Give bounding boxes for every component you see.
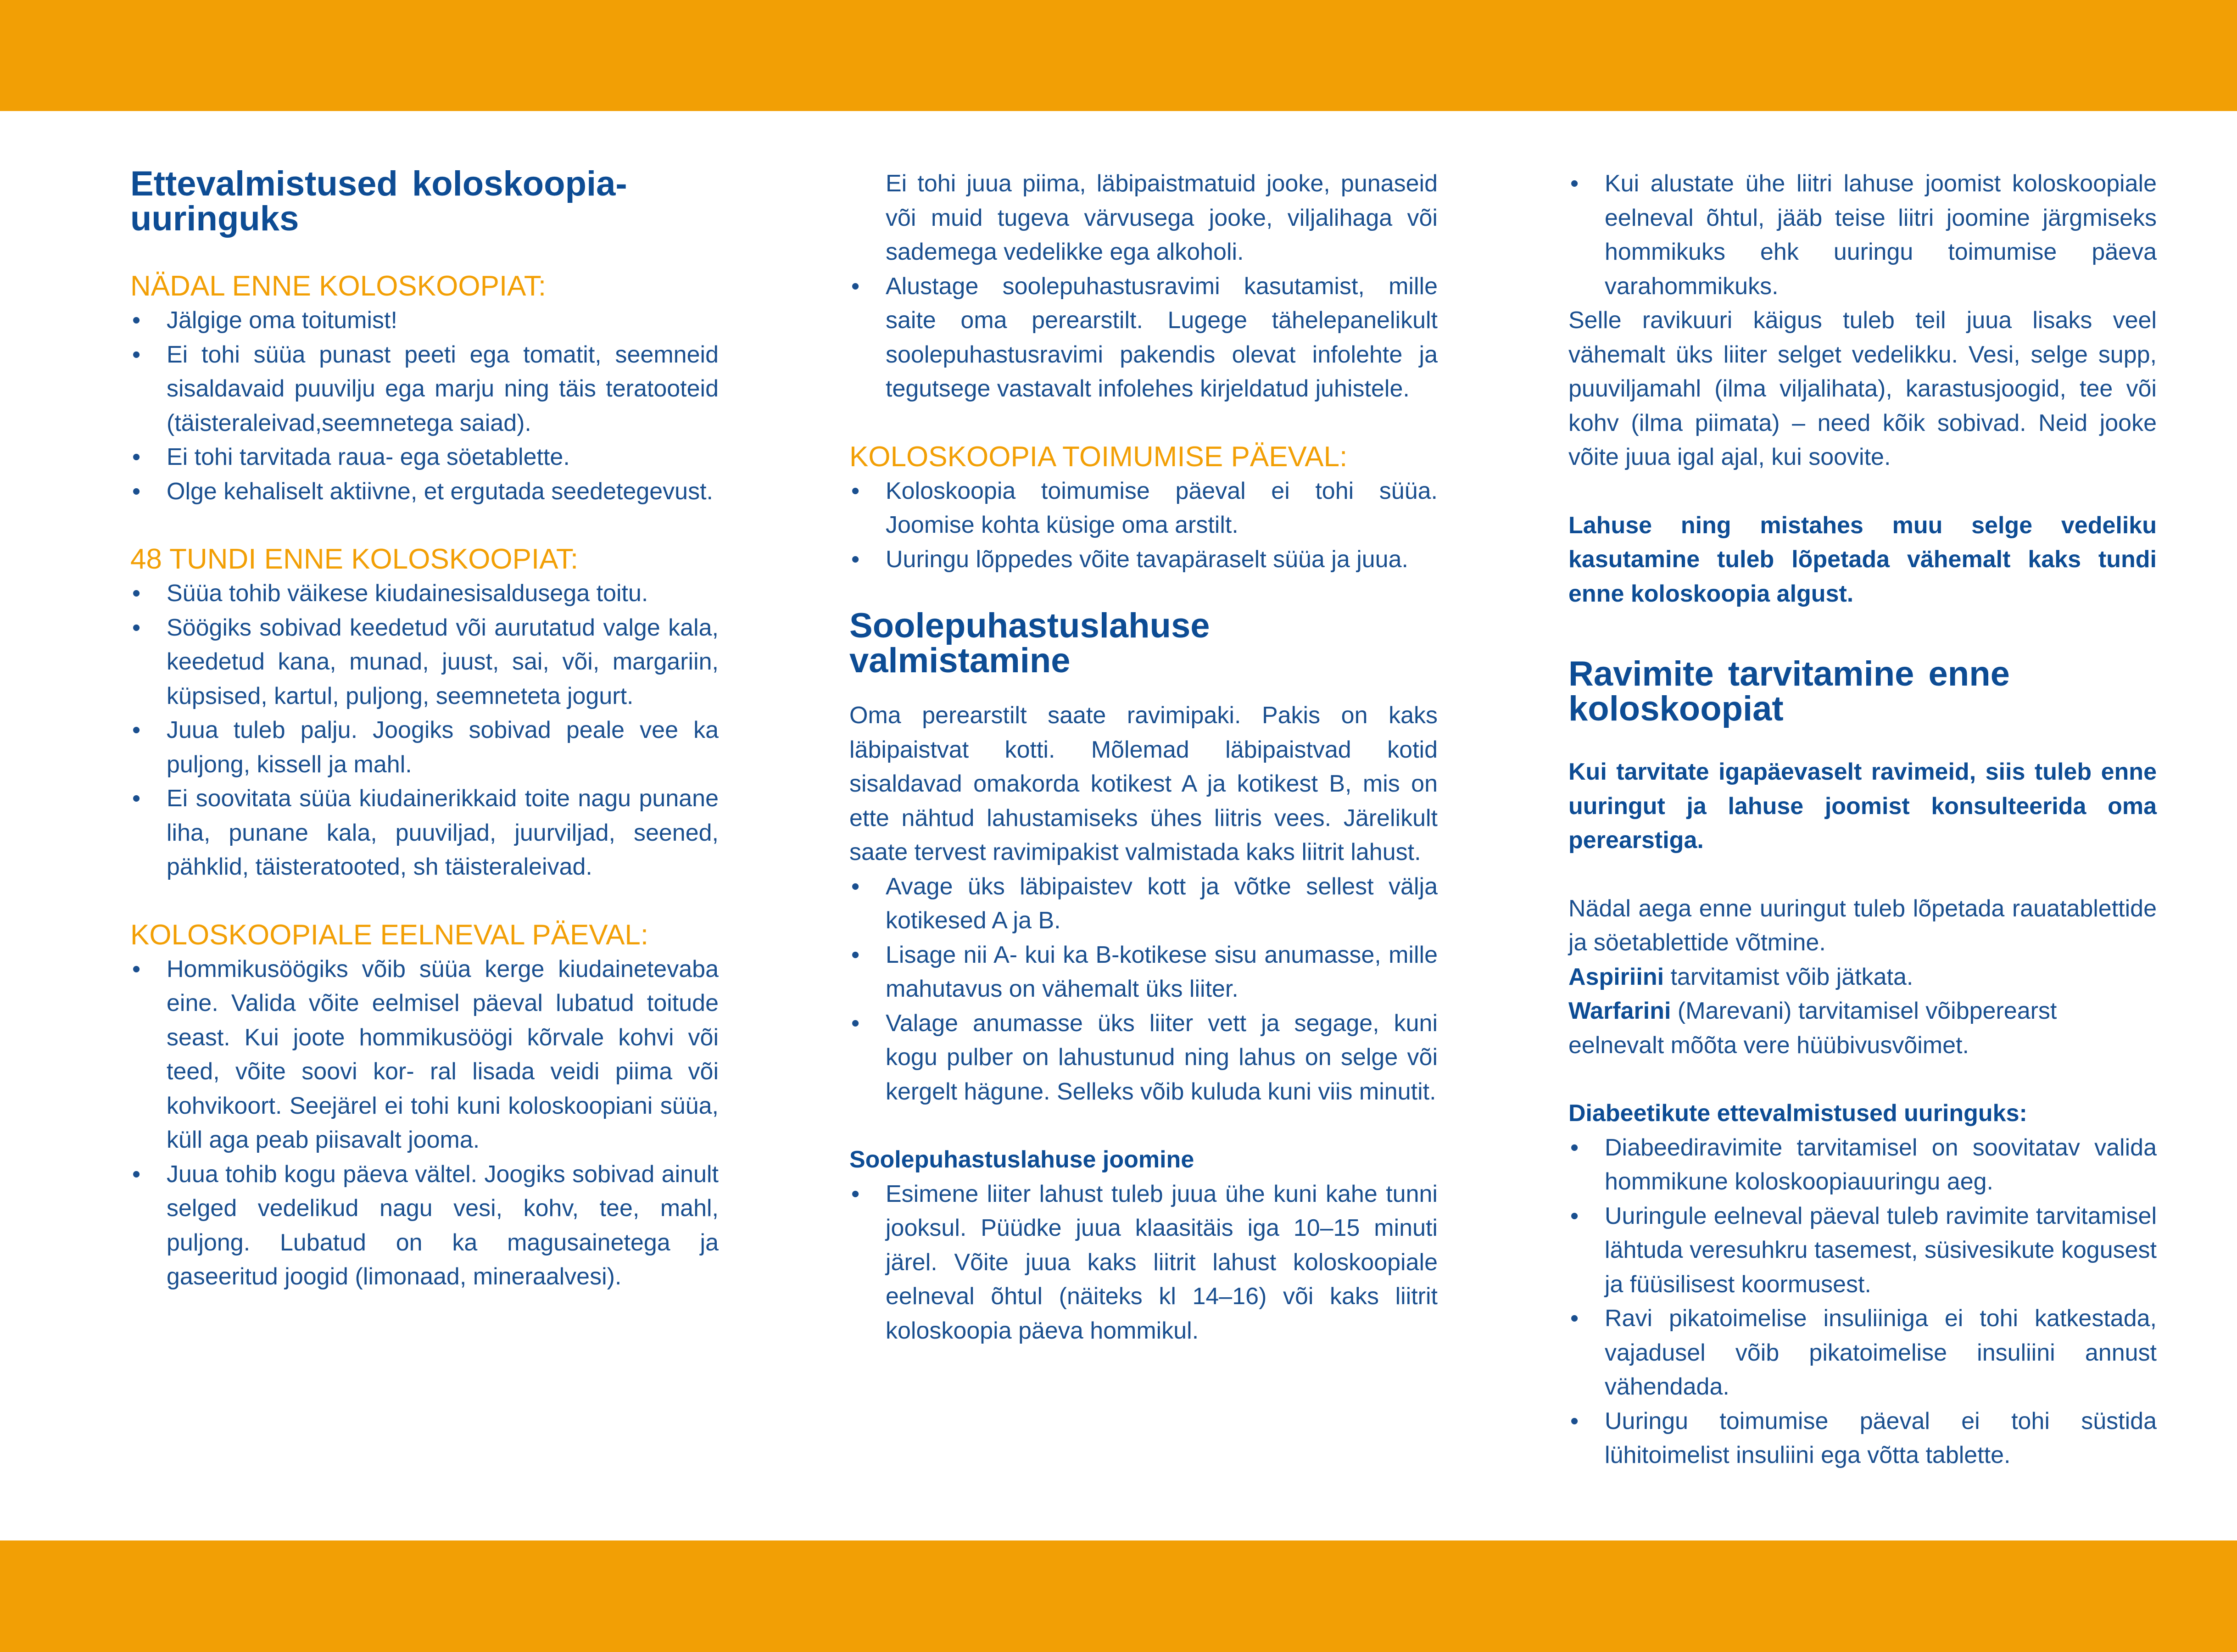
list-day-before <box>130 952 719 1294</box>
list-item: • Uuringule eelneval päeval tuleb ravimite tarvitamisel lähtuda veresuhkru tasemest, süsivesikute kogusest ja füüsilisest koormusest. <box>1568 1199 2157 1302</box>
list-diabetics <box>1568 1131 2157 1473</box>
list-item: • Süüa tohib väikese kiudainesisaldusega toitu. <box>130 576 719 611</box>
list-item: • Ei tohi süüa punast peeti ega tomatit, seemneid sisaldavaid puuvilju ega marju ning täis teratooteid (täisteraleivad,seemnetega saiad). <box>130 338 719 441</box>
list-item: • Jälgige oma toitumist! <box>130 303 719 338</box>
iron-tablets-paragraph: Nädal aega enne uuringut tuleb lõpetada rauatablettide ja söetablettide võtmine. <box>1568 895 2157 956</box>
list-item: • Esimene liiter lahust tuleb juua ühe kuni kahe tunni jooksul. Püüdke juua klaasitäis iga 10–15 minuti järel. Võite juua kaks liitrit lahust koloskoopiale eelneval õhtul (näiteks kl 14–16) või kaks liitrit koloskoopia päeva hommikul. <box>849 1177 1438 1348</box>
column-3 <box>1568 167 2157 1473</box>
aspirin-label: Aspiriini <box>1568 963 1664 990</box>
list-item: • Ei tohi tarvitada raua- ega söetablette. <box>130 440 719 474</box>
solution-drinking-heading: Soolepuhastuslahuse joomine <box>849 1146 1194 1173</box>
main-title: Ettevalmistused koloskoopia-uuringuks <box>130 164 627 238</box>
section-heading-week-before: NÄDAL ENNE KOLOSKOOPIAT: <box>130 270 547 302</box>
bottom-orange-band <box>0 1540 2237 1652</box>
list-item: • Alustage soolepuhastusravimi kasutamist, mille saite oma perearstilt. Lugege tähelepanelikult soolepuhastusravimi pakendis olevat infolehte ja tegutsege vastavalt infolehes kirjeldatud juhistele. <box>849 269 1438 406</box>
list-item: • Söögiks sobivad keedetud või aurutatud valge kala, keedetud kana, munad, juust, sai, või, margariin, küpsised, kartul, puljong, seemneteta jogurt. <box>130 611 719 714</box>
list-item: • Diabeediravimite tarvitamisel on soovitatav valida hommikune koloskoopiauuringu aeg. <box>1568 1131 2157 1199</box>
warfarin-label: Warfarini <box>1568 998 1671 1024</box>
list-item: • Olge kehaliselt aktiivne, et ergutada seedetegevust. <box>130 474 719 509</box>
list-item: • Hommikusöögiks võib süüa kerge kiudainetevaba eine. Valida võite eelmisel päeval lubatud toitude seast. Kui joote hommikusöögi kõrvale kohvi või teed, võite soovi kor- ral lisada veidi piima või kohvikoort. Seejärel ei tohi kuni koloskoopiani süüa, küll aga peab piisavalt jooma. <box>130 952 719 1157</box>
top-orange-band <box>0 0 2237 111</box>
list-procedure-day <box>849 474 1438 577</box>
list-item: • Juua tuleb palju. Joogiks sobivad peale vee ka puljong, kissell ja mahl. <box>130 713 719 781</box>
list-item: • Lisage nii A- kui ka B-kotikese sisu anumasse, mille mahutavus on vähemalt üks liiter. <box>849 938 1438 1006</box>
list-solution-steps <box>849 870 1438 1109</box>
list-item: • Valage anumasse üks liiter vett ja segage, kuni kogu pulber on lahustunud ning lahus on selge või kergelt hägune. Selleks võib kuluda kuni viis minutit. <box>849 1006 1438 1109</box>
list-item: • Uuringu lõppedes võite tavapäraselt süüa ja juua. <box>849 542 1438 577</box>
warfarin-line <box>1568 994 2157 1062</box>
list-week-before <box>130 303 719 508</box>
section-heading-48h-before: 48 TUNDI ENNE KOLOSKOOPIAT: <box>130 543 579 575</box>
list-item: • Koloskoopia toimumise päeval ei tohi süüa. Joomise kohta küsige oma arstilt. <box>849 474 1438 542</box>
list-item: • Juua tohib kogu päeva vältel. Joogiks sobivad ainult selged vedelikud nagu vesi, kohv, tee, mahl, puljong. Lubatud on ka magusainetega ja gaseeritud joogid (limonaad, mineraalvesi). <box>130 1157 719 1294</box>
column-2 <box>849 167 1438 1348</box>
continued-paragraph: Ei tohi juua piima, läbipaistmatuid jooke, punaseid või muid tugeva värvusega jooke, viljalihaga või sademega vedelikke ega alkoholi. <box>886 170 1438 265</box>
list-item: • Avage üks läbipaistev kott ja võtke sellest välja kotikesed A ja B. <box>849 870 1438 938</box>
section-heading-day-before: KOLOSKOOPIALE EELNEVAL PÄEVAL: <box>130 919 649 951</box>
list-continued <box>849 269 1438 406</box>
solution-preparation-title: Soolepuhastuslahuse valmistamine <box>849 606 1210 680</box>
list-solution-drinking <box>849 1177 1438 1348</box>
section-heading-procedure-day: KOLOSKOOPIA TOIMUMISE PÄEVAL: <box>849 441 1348 473</box>
medication-consult-notice: Kui tarvitate igapäevaselt ravimeid, siis tuleb enne uuringut ja lahuse joomist konsulteerida oma perearstiga. <box>1568 759 2157 854</box>
solution-preparation-paragraph: Oma perearstilt saate ravimipaki. Pakis on kaks läbipaistvat kotti. Mõlemad läbipaistvad kotid sisaldavad omakorda kotikest A ja kotikest B, mis on ette nähtud lahustamiseks ühes liitris vees. Järelikult saate tervest ravimipakist valmistada kaks liitrit lahust. <box>849 702 1438 865</box>
list-48h-before <box>130 576 719 884</box>
list-item: • Uuringu toimumise päeval ei tohi süstida lühitoimelist insuliini ega võtta tablette. <box>1568 1404 2157 1473</box>
list-item: • Kui alustate ühe liitri lahuse joomist koloskoopiale eelneval õhtul, jääb teise liitri joomine järgmiseks hommikuks ehk uuringu toimumise päeva varahommikuks. <box>1568 167 2157 303</box>
aspirin-text: tarvitamist võib jätkata. <box>1664 963 1913 990</box>
aspirin-line <box>1568 960 2157 994</box>
warfarin-text: (Marevani) tarvitamisel võibperearst eelnevalt mõõta vere hüübivusvõimet. <box>1568 998 2057 1059</box>
clear-fluids-paragraph: Selle ravikuuri käigus tuleb teil juua lisaks veel vähemalt üks liiter selget vedelikku. Vesi, selge supp, puuviljamahl (ilma viljalihata), karastusjoogid, tee või kohv (ilma piimata) – need kõik sobivad. Neid jooke võite juua igal ajal, kui soovite. <box>1568 307 2157 470</box>
list-item: • Ei soovitata süüa kiudainerikkaid toite nagu punane liha, punane kala, puuviljad, juurviljad, seened, pähklid, täisteratooted, sh täisteraleivad. <box>130 781 719 884</box>
diabetics-heading: Diabeetikute ettevalmistused uuringuks: <box>1568 1100 2027 1127</box>
stop-drinking-notice: Lahuse ning mistahes muu selge vedeliku kasutamine tuleb lõpetada vähemalt kaks tundi enne koloskoopia algust. <box>1568 512 2157 607</box>
column-1 <box>130 164 719 1294</box>
list-continued-3 <box>1568 167 2157 303</box>
list-item: • Ravi pikatoimelise insuliiniga ei tohi katkestada, vajadusel võib pikatoimelise insuliini annust vähendada. <box>1568 1301 2157 1404</box>
medication-title: Ravimite tarvitamine enne koloskoopiat <box>1568 654 2010 728</box>
